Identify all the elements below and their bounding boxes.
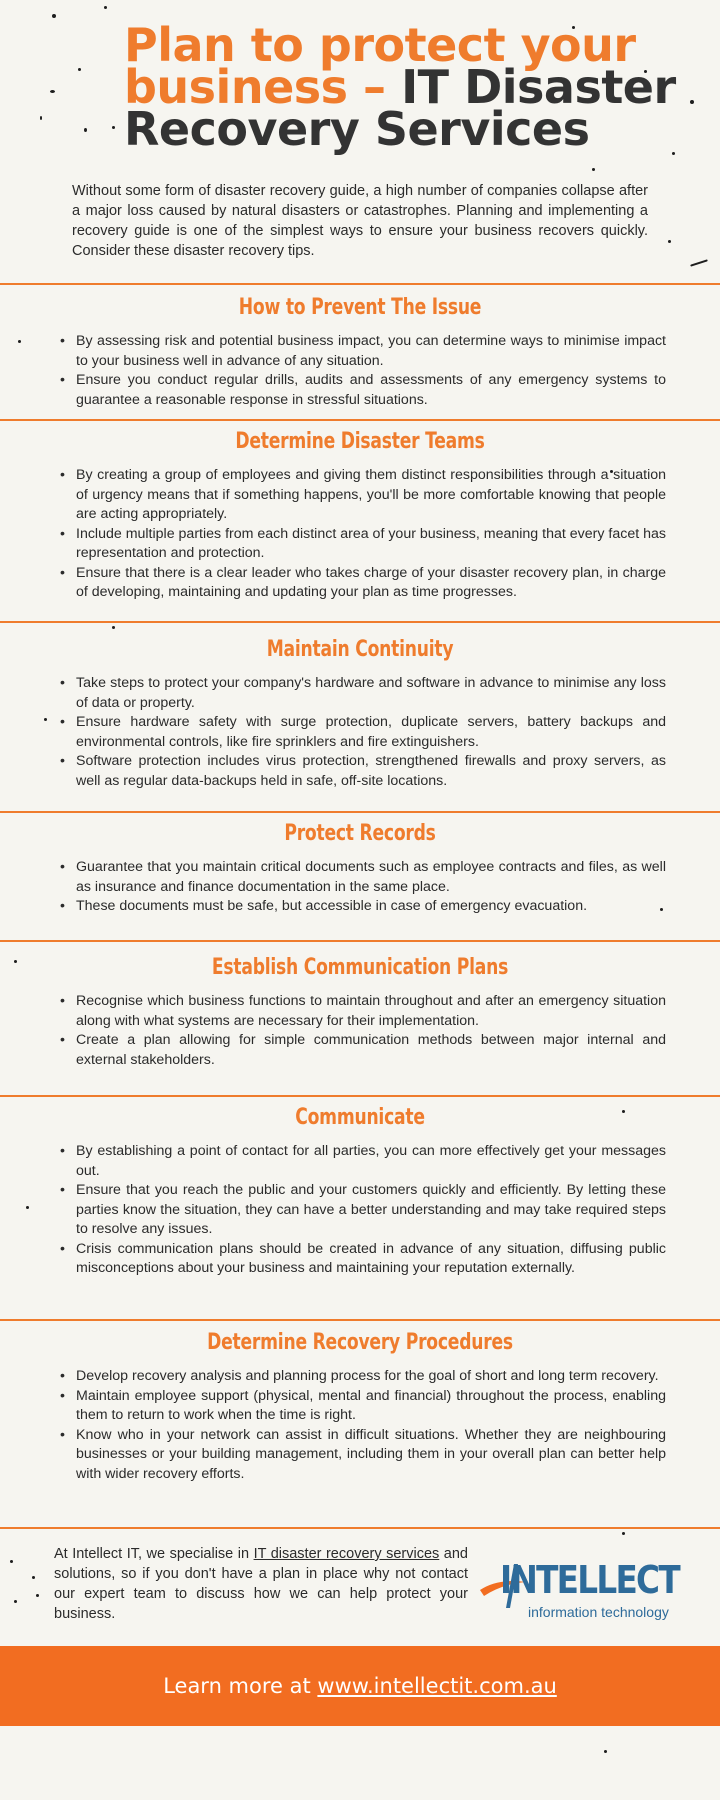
list-item: • These documents must be safe, but accessible in case of emergency evacuation. xyxy=(76,897,666,917)
section-divider xyxy=(0,283,720,285)
section-divider xyxy=(0,1319,720,1321)
header xyxy=(124,18,684,156)
section-divider xyxy=(0,940,720,942)
list-item: • Take steps to protect your company's hardware and software in advance to minimise any loss of data or property. xyxy=(76,674,666,713)
bullet-list xyxy=(0,1142,720,1279)
footer-text xyxy=(163,1674,557,1698)
section-heading: Communicate xyxy=(295,1105,425,1130)
section-divider xyxy=(0,811,720,813)
title-dark: IT Disaster Recovery Services xyxy=(124,60,676,156)
list-item: • By assessing risk and potential business impact, you can determine ways to minimise impact to your business well in advance of any situation. xyxy=(76,332,666,371)
logo-tagline: information technology xyxy=(528,1604,669,1620)
title-orange: Plan to protect your business – xyxy=(124,18,636,114)
section-divider xyxy=(0,419,720,421)
section-communicate xyxy=(0,1104,720,1279)
closing-text-end: and solutions, so if you don't have a plan in place why not contact our expert team to discuss how we can help protect your business. xyxy=(54,1546,468,1622)
closing-paragraph xyxy=(54,1544,468,1624)
bullet-list xyxy=(0,1367,720,1484)
list-item: • Crisis communication plans should be created in advance of any situation, diffusing public misconceptions about your business and maintaining your reputation externally. xyxy=(76,1240,666,1279)
section-heading: Establish Communication Plans xyxy=(211,955,509,980)
list-item: • Guarantee that you maintain critical documents such as employee contracts and files, as well as insurance and finance documentation in the same place. xyxy=(76,858,666,897)
bullet-list xyxy=(0,332,720,410)
list-item: • Ensure that you reach the public and your customers quickly and efficiently. By letting these parties know the situation, they can have a better understanding and may take required steps to resolve any issues. xyxy=(76,1181,666,1240)
section-disaster-teams xyxy=(0,428,720,603)
website-link[interactable]: www.intellectit.com.au xyxy=(317,1674,557,1698)
list-item: • Develop recovery analysis and planning process for the goal of short and long term recovery. xyxy=(76,1367,666,1387)
section-heading: How to Prevent The Issue xyxy=(238,295,482,320)
list-item: • Recognise which business functions to maintain throughout and after an emergency situation along with what systems are necessary for their implementation. xyxy=(76,992,666,1031)
footer-prefix: Learn more at xyxy=(163,1674,318,1698)
list-item: • Software protection includes virus protection, strengthened firewalls and proxy servers, as well as regular data-backups held in safe, off-site locations. xyxy=(76,752,666,791)
section-heading: Determine Recovery Procedures xyxy=(207,1330,513,1355)
list-item: • By establishing a point of contact for all parties, you can more effectively get your messages out. xyxy=(76,1142,666,1181)
bullet-list xyxy=(0,858,720,917)
bullet-list xyxy=(0,992,720,1070)
footer-banner xyxy=(0,1646,720,1726)
logo-wordmark: INTELLECT xyxy=(500,1558,679,1602)
bullet-list xyxy=(0,674,720,791)
section-maintain-continuity xyxy=(0,636,720,791)
section-heading: Determine Disaster Teams xyxy=(235,429,485,454)
list-item: • Ensure that there is a clear leader who takes charge of your disaster recovery plan, in charge of developing, maintaining and updating your plan as time progresses. xyxy=(76,564,666,603)
closing-text-start: At Intellect IT, we specialise in xyxy=(54,1546,254,1562)
page-title xyxy=(124,18,684,156)
section-heading: Maintain Continuity xyxy=(266,637,454,662)
intro-paragraph: Without some form of disaster recovery guide, a high number of companies collapse after a major loss caused by natural disasters or catastrophes. Planning and implementing a recovery guide is one of the simplest ways to ensure your business recovers quickly. Consider these disaster recovery tips. xyxy=(72,183,648,259)
list-item: • Know who in your network can assist in difficult situations. Whether they are neighbouring businesses or your building management, including them in your overall plan can better help with wider recovery efforts. xyxy=(76,1426,666,1485)
section-divider xyxy=(0,621,720,623)
section-recovery-procedures xyxy=(0,1329,720,1484)
list-item: • Ensure you conduct regular drills, audits and assessments of any emergency systems to guarantee a reasonable response in stressful situations. xyxy=(76,371,666,410)
disaster-recovery-link[interactable]: IT disaster recovery services xyxy=(253,1546,440,1562)
intellect-logo xyxy=(474,1548,684,1628)
section-prevent-issue xyxy=(0,294,720,410)
list-item: • Create a plan allowing for simple communication methods between major internal and external stakeholders. xyxy=(76,1031,666,1070)
list-item: • Maintain employee support (physical, mental and financial) throughout the process, enabling them to return to work when the time is right. xyxy=(76,1387,666,1426)
list-item: • By creating a group of employees and giving them distinct responsibilities through a situation of urgency means that if something happens, you'll be more comfortable knowing that people are acting appropriately. xyxy=(76,466,666,525)
section-heading: Protect Records xyxy=(284,821,436,846)
section-divider xyxy=(0,1095,720,1097)
list-item: • Ensure hardware safety with surge protection, duplicate servers, battery backups and environmental controls, like fire sprinklers and fire extinguishers. xyxy=(76,713,666,752)
list-item: • Include multiple parties from each distinct area of your business, meaning that every facet has representation and protection. xyxy=(76,525,666,564)
bullet-list xyxy=(0,466,720,603)
section-communication-plans xyxy=(0,954,720,1070)
section-divider xyxy=(0,1527,720,1529)
section-protect-records xyxy=(0,820,720,917)
